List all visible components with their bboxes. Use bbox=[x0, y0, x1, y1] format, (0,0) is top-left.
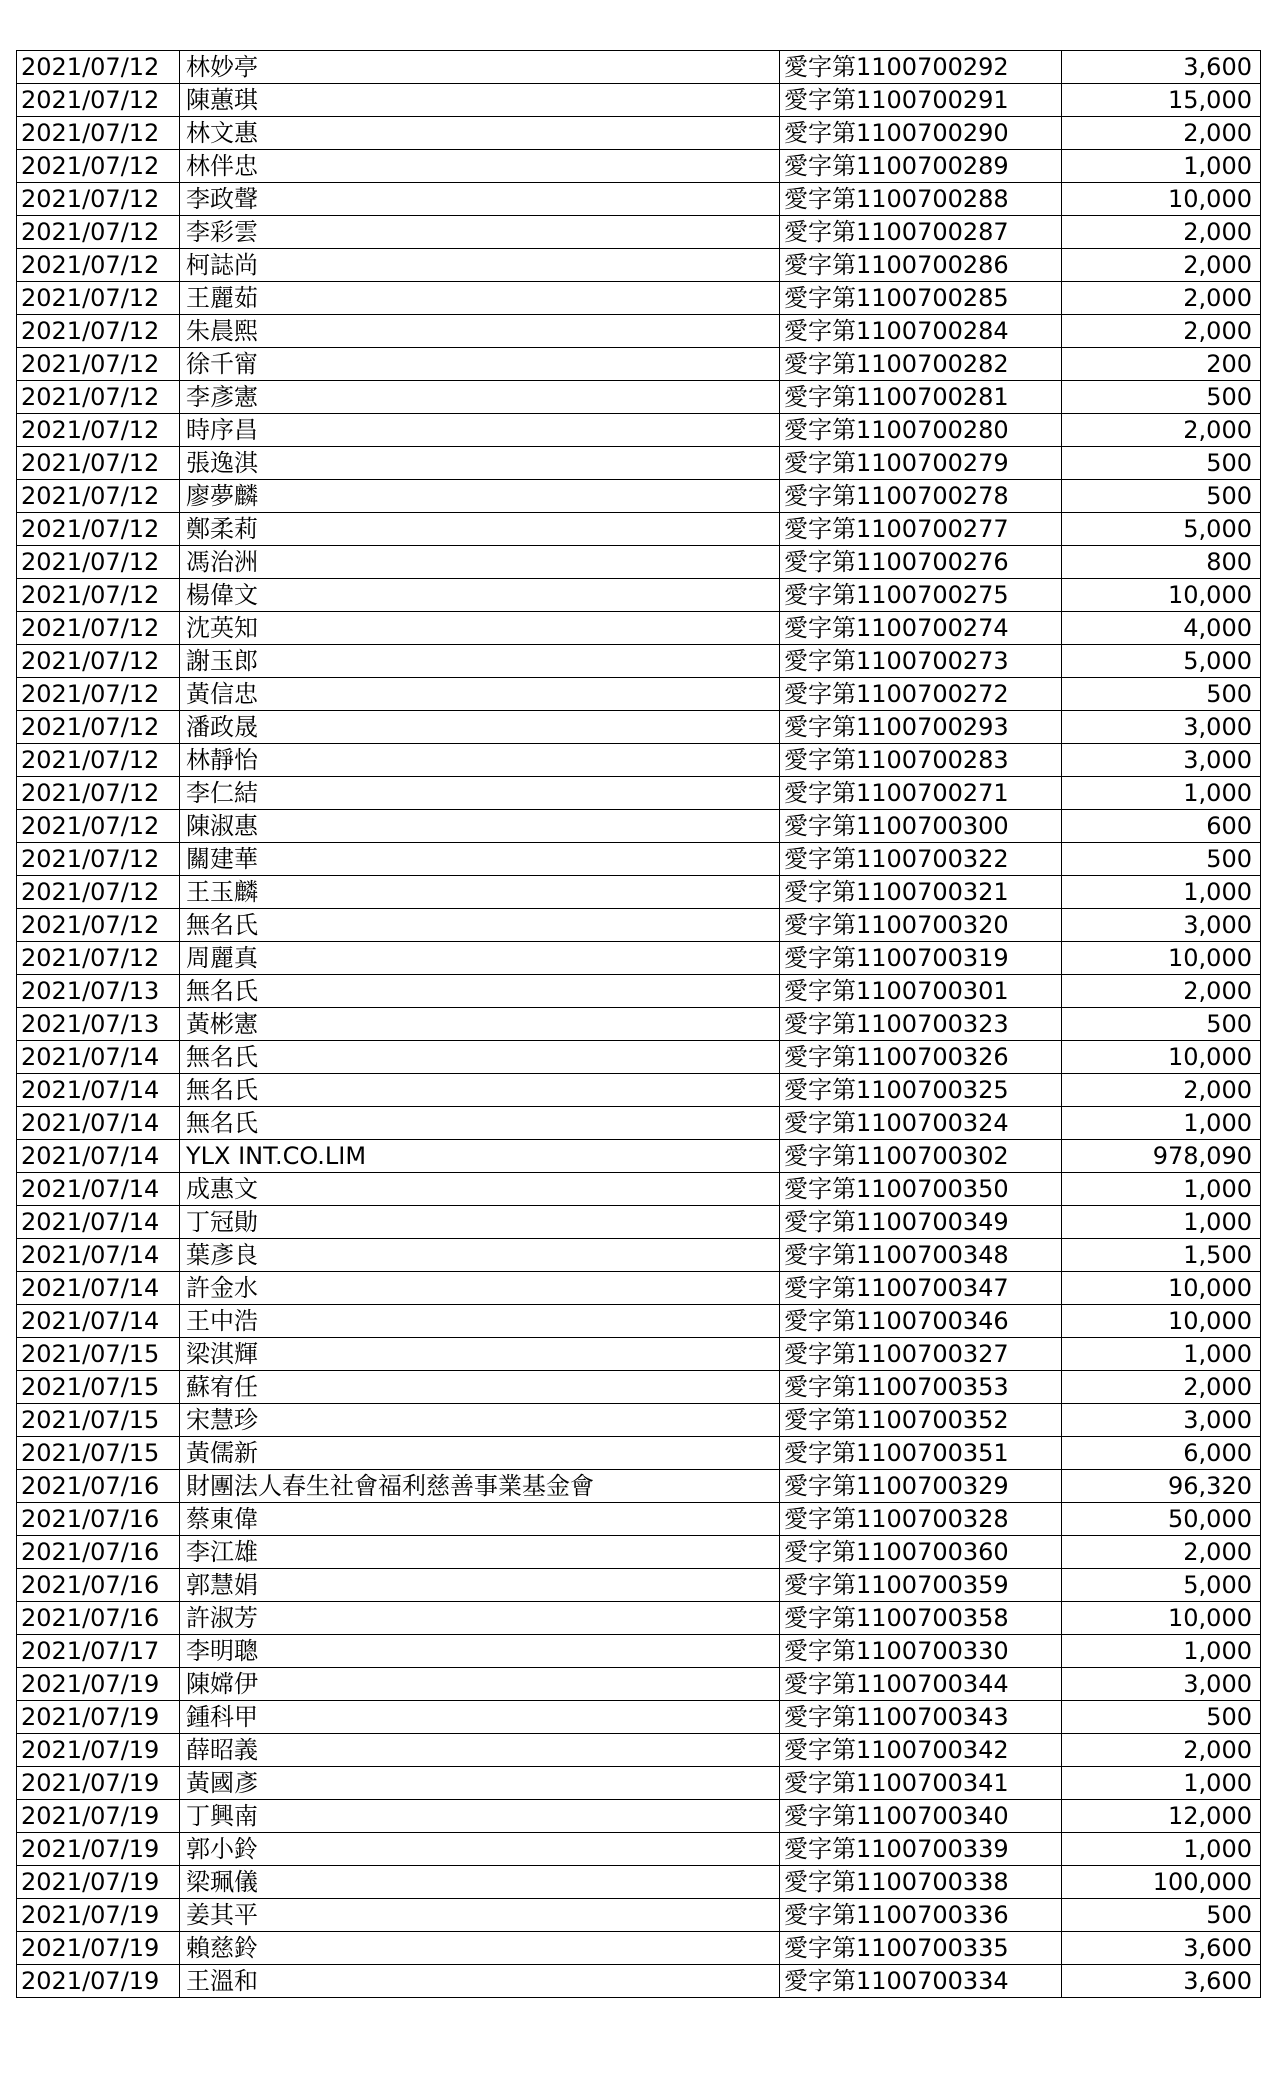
table-row bbox=[17, 546, 1261, 579]
donor-name-cell: 無名氏 bbox=[180, 1041, 780, 1074]
date-cell: 2021/07/14 bbox=[17, 1173, 180, 1206]
donor-name-cell: 李江雄 bbox=[180, 1536, 780, 1569]
donor-name-cell: 無名氏 bbox=[180, 909, 780, 942]
table-row bbox=[17, 1107, 1261, 1140]
receipt-number-cell: 愛字第1100700276 bbox=[780, 546, 1062, 579]
amount-cell: 500 bbox=[1062, 447, 1261, 480]
donor-name-cell: 許金水 bbox=[180, 1272, 780, 1305]
receipt-number-cell: 愛字第1100700327 bbox=[780, 1338, 1062, 1371]
date-cell: 2021/07/19 bbox=[17, 1866, 180, 1899]
table-row bbox=[17, 1470, 1261, 1503]
table-row bbox=[17, 150, 1261, 183]
donor-name-cell: 梁珮儀 bbox=[180, 1866, 780, 1899]
date-cell: 2021/07/15 bbox=[17, 1371, 180, 1404]
receipt-number-cell: 愛字第1100700321 bbox=[780, 876, 1062, 909]
date-cell: 2021/07/15 bbox=[17, 1437, 180, 1470]
donor-name-cell: 張逸淇 bbox=[180, 447, 780, 480]
table-row bbox=[17, 1503, 1261, 1536]
receipt-number-cell: 愛字第1100700338 bbox=[780, 1866, 1062, 1899]
date-cell: 2021/07/12 bbox=[17, 480, 180, 513]
amount-cell: 96,320 bbox=[1062, 1470, 1261, 1503]
date-cell: 2021/07/12 bbox=[17, 348, 180, 381]
donor-name-cell: 許淑芳 bbox=[180, 1602, 780, 1635]
date-cell: 2021/07/12 bbox=[17, 645, 180, 678]
date-cell: 2021/07/19 bbox=[17, 1932, 180, 1965]
donor-name-cell: 廖夢麟 bbox=[180, 480, 780, 513]
date-cell: 2021/07/14 bbox=[17, 1239, 180, 1272]
date-cell: 2021/07/12 bbox=[17, 546, 180, 579]
amount-cell: 2,000 bbox=[1062, 1074, 1261, 1107]
receipt-number-cell: 愛字第1100700328 bbox=[780, 1503, 1062, 1536]
table-row bbox=[17, 876, 1261, 909]
date-cell: 2021/07/19 bbox=[17, 1734, 180, 1767]
donor-name-cell: 潘政晟 bbox=[180, 711, 780, 744]
table-row bbox=[17, 1338, 1261, 1371]
table-row bbox=[17, 1140, 1261, 1173]
table-row bbox=[17, 1305, 1261, 1338]
donor-name-cell: 蘇宥任 bbox=[180, 1371, 780, 1404]
table-row bbox=[17, 216, 1261, 249]
amount-cell: 5,000 bbox=[1062, 513, 1261, 546]
donor-name-cell: 黃儒新 bbox=[180, 1437, 780, 1470]
amount-cell: 1,000 bbox=[1062, 777, 1261, 810]
date-cell: 2021/07/14 bbox=[17, 1305, 180, 1338]
amount-cell: 10,000 bbox=[1062, 1602, 1261, 1635]
amount-cell: 3,600 bbox=[1062, 51, 1261, 84]
date-cell: 2021/07/12 bbox=[17, 612, 180, 645]
amount-cell: 3,000 bbox=[1062, 1668, 1261, 1701]
date-cell: 2021/07/12 bbox=[17, 183, 180, 216]
amount-cell: 12,000 bbox=[1062, 1800, 1261, 1833]
amount-cell: 15,000 bbox=[1062, 84, 1261, 117]
receipt-number-cell: 愛字第1100700349 bbox=[780, 1206, 1062, 1239]
donor-name-cell: 柯誌尚 bbox=[180, 249, 780, 282]
amount-cell: 500 bbox=[1062, 1899, 1261, 1932]
table-row bbox=[17, 579, 1261, 612]
donor-name-cell: 財團法人春生社會福利慈善事業基金會 bbox=[180, 1470, 780, 1503]
donor-name-cell: 鄭柔莉 bbox=[180, 513, 780, 546]
amount-cell: 4,000 bbox=[1062, 612, 1261, 645]
receipt-number-cell: 愛字第1100700293 bbox=[780, 711, 1062, 744]
date-cell: 2021/07/16 bbox=[17, 1602, 180, 1635]
date-cell: 2021/07/12 bbox=[17, 513, 180, 546]
amount-cell: 500 bbox=[1062, 1008, 1261, 1041]
donor-name-cell: 徐千甯 bbox=[180, 348, 780, 381]
donor-name-cell: 周麗真 bbox=[180, 942, 780, 975]
receipt-number-cell: 愛字第1100700302 bbox=[780, 1140, 1062, 1173]
donor-name-cell: 林妙亭 bbox=[180, 51, 780, 84]
table-row bbox=[17, 711, 1261, 744]
donor-name-cell: 丁冠勛 bbox=[180, 1206, 780, 1239]
donor-name-cell: 王麗茹 bbox=[180, 282, 780, 315]
amount-cell: 1,000 bbox=[1062, 1107, 1261, 1140]
donor-name-cell: 王溫和 bbox=[180, 1965, 780, 1998]
table-row bbox=[17, 447, 1261, 480]
donor-name-cell: 郭慧娟 bbox=[180, 1569, 780, 1602]
amount-cell: 2,000 bbox=[1062, 414, 1261, 447]
table-row bbox=[17, 1272, 1261, 1305]
date-cell: 2021/07/16 bbox=[17, 1470, 180, 1503]
table-row bbox=[17, 1602, 1261, 1635]
donor-name-cell: 成惠文 bbox=[180, 1173, 780, 1206]
table-row bbox=[17, 1569, 1261, 1602]
donor-name-cell: 陳嫦伊 bbox=[180, 1668, 780, 1701]
receipt-number-cell: 愛字第1100700286 bbox=[780, 249, 1062, 282]
receipt-number-cell: 愛字第1100700329 bbox=[780, 1470, 1062, 1503]
amount-cell: 10,000 bbox=[1062, 183, 1261, 216]
table-row bbox=[17, 480, 1261, 513]
amount-cell: 5,000 bbox=[1062, 645, 1261, 678]
date-cell: 2021/07/14 bbox=[17, 1140, 180, 1173]
amount-cell: 10,000 bbox=[1062, 1305, 1261, 1338]
amount-cell: 3,000 bbox=[1062, 744, 1261, 777]
table-row bbox=[17, 51, 1261, 84]
date-cell: 2021/07/19 bbox=[17, 1767, 180, 1800]
table-row bbox=[17, 348, 1261, 381]
receipt-number-cell: 愛字第1100700288 bbox=[780, 183, 1062, 216]
donor-name-cell: 林伴忠 bbox=[180, 150, 780, 183]
receipt-number-cell: 愛字第1100700350 bbox=[780, 1173, 1062, 1206]
receipt-number-cell: 愛字第1100700272 bbox=[780, 678, 1062, 711]
table-row bbox=[17, 909, 1261, 942]
date-cell: 2021/07/12 bbox=[17, 249, 180, 282]
table-row bbox=[17, 744, 1261, 777]
receipt-number-cell: 愛字第1100700339 bbox=[780, 1833, 1062, 1866]
table-row bbox=[17, 975, 1261, 1008]
receipt-number-cell: 愛字第1100700319 bbox=[780, 942, 1062, 975]
amount-cell: 1,000 bbox=[1062, 1767, 1261, 1800]
date-cell: 2021/07/12 bbox=[17, 315, 180, 348]
date-cell: 2021/07/12 bbox=[17, 150, 180, 183]
amount-cell: 500 bbox=[1062, 843, 1261, 876]
table-row bbox=[17, 1008, 1261, 1041]
table-row bbox=[17, 1206, 1261, 1239]
date-cell: 2021/07/19 bbox=[17, 1800, 180, 1833]
donor-name-cell: 關建華 bbox=[180, 843, 780, 876]
table-row bbox=[17, 1404, 1261, 1437]
receipt-number-cell: 愛字第1100700274 bbox=[780, 612, 1062, 645]
table-row bbox=[17, 282, 1261, 315]
table-row bbox=[17, 1635, 1261, 1668]
receipt-number-cell: 愛字第1100700326 bbox=[780, 1041, 1062, 1074]
receipt-number-cell: 愛字第1100700283 bbox=[780, 744, 1062, 777]
donor-name-cell: 謝玉郎 bbox=[180, 645, 780, 678]
receipt-number-cell: 愛字第1100700323 bbox=[780, 1008, 1062, 1041]
table-row bbox=[17, 414, 1261, 447]
table-row bbox=[17, 1767, 1261, 1800]
date-cell: 2021/07/19 bbox=[17, 1833, 180, 1866]
table-row bbox=[17, 612, 1261, 645]
table-row bbox=[17, 381, 1261, 414]
table-row bbox=[17, 1932, 1261, 1965]
amount-cell: 2,000 bbox=[1062, 1371, 1261, 1404]
donor-name-cell: 陳蕙琪 bbox=[180, 84, 780, 117]
table-row bbox=[17, 1074, 1261, 1107]
amount-cell: 1,000 bbox=[1062, 150, 1261, 183]
table-row bbox=[17, 843, 1261, 876]
table-row bbox=[17, 1866, 1261, 1899]
date-cell: 2021/07/12 bbox=[17, 744, 180, 777]
date-cell: 2021/07/17 bbox=[17, 1635, 180, 1668]
receipt-number-cell: 愛字第1100700322 bbox=[780, 843, 1062, 876]
table-row bbox=[17, 1899, 1261, 1932]
receipt-number-cell: 愛字第1100700287 bbox=[780, 216, 1062, 249]
donor-name-cell: YLX INT.CO.LIM bbox=[180, 1140, 780, 1173]
table-row bbox=[17, 1800, 1261, 1833]
donor-name-cell: 姜其平 bbox=[180, 1899, 780, 1932]
amount-cell: 800 bbox=[1062, 546, 1261, 579]
receipt-number-cell: 愛字第1100700279 bbox=[780, 447, 1062, 480]
receipt-number-cell: 愛字第1100700301 bbox=[780, 975, 1062, 1008]
amount-cell: 600 bbox=[1062, 810, 1261, 843]
donor-name-cell: 蔡東偉 bbox=[180, 1503, 780, 1536]
receipt-number-cell: 愛字第1100700359 bbox=[780, 1569, 1062, 1602]
amount-cell: 3,000 bbox=[1062, 711, 1261, 744]
date-cell: 2021/07/14 bbox=[17, 1272, 180, 1305]
receipt-number-cell: 愛字第1100700342 bbox=[780, 1734, 1062, 1767]
donor-name-cell: 黃國彥 bbox=[180, 1767, 780, 1800]
donation-table bbox=[16, 50, 1261, 1998]
donor-name-cell: 李政聲 bbox=[180, 183, 780, 216]
amount-cell: 500 bbox=[1062, 381, 1261, 414]
table-row bbox=[17, 942, 1261, 975]
amount-cell: 5,000 bbox=[1062, 1569, 1261, 1602]
date-cell: 2021/07/12 bbox=[17, 381, 180, 414]
donor-name-cell: 黃信忠 bbox=[180, 678, 780, 711]
date-cell: 2021/07/12 bbox=[17, 282, 180, 315]
receipt-number-cell: 愛字第1100700277 bbox=[780, 513, 1062, 546]
amount-cell: 1,500 bbox=[1062, 1239, 1261, 1272]
donor-name-cell: 王中浩 bbox=[180, 1305, 780, 1338]
receipt-number-cell: 愛字第1100700284 bbox=[780, 315, 1062, 348]
amount-cell: 6,000 bbox=[1062, 1437, 1261, 1470]
table-row bbox=[17, 1536, 1261, 1569]
date-cell: 2021/07/12 bbox=[17, 876, 180, 909]
table-row bbox=[17, 1041, 1261, 1074]
receipt-number-cell: 愛字第1100700289 bbox=[780, 150, 1062, 183]
receipt-number-cell: 愛字第1100700353 bbox=[780, 1371, 1062, 1404]
receipt-number-cell: 愛字第1100700324 bbox=[780, 1107, 1062, 1140]
date-cell: 2021/07/12 bbox=[17, 579, 180, 612]
date-cell: 2021/07/19 bbox=[17, 1965, 180, 1998]
receipt-number-cell: 愛字第1100700271 bbox=[780, 777, 1062, 810]
table-row bbox=[17, 513, 1261, 546]
donor-name-cell: 陳淑惠 bbox=[180, 810, 780, 843]
amount-cell: 50,000 bbox=[1062, 1503, 1261, 1536]
date-cell: 2021/07/12 bbox=[17, 843, 180, 876]
table-row bbox=[17, 678, 1261, 711]
amount-cell: 2,000 bbox=[1062, 117, 1261, 150]
amount-cell: 100,000 bbox=[1062, 1866, 1261, 1899]
donor-name-cell: 薛昭義 bbox=[180, 1734, 780, 1767]
table-row bbox=[17, 645, 1261, 678]
date-cell: 2021/07/12 bbox=[17, 84, 180, 117]
amount-cell: 3,600 bbox=[1062, 1965, 1261, 1998]
amount-cell: 1,000 bbox=[1062, 1206, 1261, 1239]
receipt-number-cell: 愛字第1100700280 bbox=[780, 414, 1062, 447]
donor-name-cell: 李彩雲 bbox=[180, 216, 780, 249]
donor-name-cell: 王玉麟 bbox=[180, 876, 780, 909]
receipt-number-cell: 愛字第1100700343 bbox=[780, 1701, 1062, 1734]
amount-cell: 10,000 bbox=[1062, 1041, 1261, 1074]
date-cell: 2021/07/16 bbox=[17, 1503, 180, 1536]
donor-name-cell: 梁淇輝 bbox=[180, 1338, 780, 1371]
receipt-number-cell: 愛字第1100700348 bbox=[780, 1239, 1062, 1272]
amount-cell: 10,000 bbox=[1062, 942, 1261, 975]
amount-cell: 978,090 bbox=[1062, 1140, 1261, 1173]
receipt-number-cell: 愛字第1100700320 bbox=[780, 909, 1062, 942]
donor-name-cell: 黃彬憲 bbox=[180, 1008, 780, 1041]
table-row bbox=[17, 810, 1261, 843]
amount-cell: 500 bbox=[1062, 1701, 1261, 1734]
receipt-number-cell: 愛字第1100700278 bbox=[780, 480, 1062, 513]
donor-name-cell: 宋慧珍 bbox=[180, 1404, 780, 1437]
receipt-number-cell: 愛字第1100700273 bbox=[780, 645, 1062, 678]
table-row bbox=[17, 1734, 1261, 1767]
donor-name-cell: 無名氏 bbox=[180, 1107, 780, 1140]
amount-cell: 1,000 bbox=[1062, 1173, 1261, 1206]
amount-cell: 2,000 bbox=[1062, 282, 1261, 315]
table-row bbox=[17, 1173, 1261, 1206]
date-cell: 2021/07/16 bbox=[17, 1536, 180, 1569]
date-cell: 2021/07/12 bbox=[17, 711, 180, 744]
amount-cell: 1,000 bbox=[1062, 1833, 1261, 1866]
amount-cell: 2,000 bbox=[1062, 249, 1261, 282]
donor-name-cell: 鍾科甲 bbox=[180, 1701, 780, 1734]
donor-name-cell: 時序昌 bbox=[180, 414, 780, 447]
donor-name-cell: 李明聰 bbox=[180, 1635, 780, 1668]
date-cell: 2021/07/13 bbox=[17, 975, 180, 1008]
date-cell: 2021/07/13 bbox=[17, 1008, 180, 1041]
receipt-number-cell: 愛字第1100700352 bbox=[780, 1404, 1062, 1437]
date-cell: 2021/07/16 bbox=[17, 1569, 180, 1602]
date-cell: 2021/07/12 bbox=[17, 447, 180, 480]
receipt-number-cell: 愛字第1100700334 bbox=[780, 1965, 1062, 1998]
donor-name-cell: 沈英知 bbox=[180, 612, 780, 645]
date-cell: 2021/07/12 bbox=[17, 51, 180, 84]
receipt-number-cell: 愛字第1100700336 bbox=[780, 1899, 1062, 1932]
amount-cell: 10,000 bbox=[1062, 1272, 1261, 1305]
table-row bbox=[17, 117, 1261, 150]
donor-name-cell: 郭小鈴 bbox=[180, 1833, 780, 1866]
date-cell: 2021/07/12 bbox=[17, 414, 180, 447]
amount-cell: 2,000 bbox=[1062, 1734, 1261, 1767]
amount-cell: 1,000 bbox=[1062, 1635, 1261, 1668]
amount-cell: 10,000 bbox=[1062, 579, 1261, 612]
amount-cell: 3,000 bbox=[1062, 909, 1261, 942]
donor-name-cell: 李仁結 bbox=[180, 777, 780, 810]
table-row bbox=[17, 183, 1261, 216]
donor-name-cell: 林靜怡 bbox=[180, 744, 780, 777]
receipt-number-cell: 愛字第1100700290 bbox=[780, 117, 1062, 150]
amount-cell: 3,600 bbox=[1062, 1932, 1261, 1965]
receipt-number-cell: 愛字第1100700325 bbox=[780, 1074, 1062, 1107]
date-cell: 2021/07/14 bbox=[17, 1107, 180, 1140]
donor-name-cell: 賴慈鈴 bbox=[180, 1932, 780, 1965]
date-cell: 2021/07/15 bbox=[17, 1404, 180, 1437]
date-cell: 2021/07/12 bbox=[17, 909, 180, 942]
table-row bbox=[17, 1239, 1261, 1272]
donor-name-cell: 林文惠 bbox=[180, 117, 780, 150]
date-cell: 2021/07/12 bbox=[17, 678, 180, 711]
amount-cell: 200 bbox=[1062, 348, 1261, 381]
receipt-number-cell: 愛字第1100700341 bbox=[780, 1767, 1062, 1800]
receipt-number-cell: 愛字第1100700281 bbox=[780, 381, 1062, 414]
date-cell: 2021/07/12 bbox=[17, 777, 180, 810]
amount-cell: 3,000 bbox=[1062, 1404, 1261, 1437]
date-cell: 2021/07/14 bbox=[17, 1041, 180, 1074]
date-cell: 2021/07/12 bbox=[17, 117, 180, 150]
table-row bbox=[17, 1371, 1261, 1404]
donor-name-cell: 楊偉文 bbox=[180, 579, 780, 612]
table-row bbox=[17, 1437, 1261, 1470]
date-cell: 2021/07/19 bbox=[17, 1668, 180, 1701]
donor-name-cell: 朱晨熙 bbox=[180, 315, 780, 348]
receipt-number-cell: 愛字第1100700300 bbox=[780, 810, 1062, 843]
table-row bbox=[17, 1701, 1261, 1734]
date-cell: 2021/07/14 bbox=[17, 1206, 180, 1239]
donation-table-body bbox=[17, 51, 1261, 1998]
amount-cell: 2,000 bbox=[1062, 315, 1261, 348]
date-cell: 2021/07/12 bbox=[17, 810, 180, 843]
receipt-number-cell: 愛字第1100700330 bbox=[780, 1635, 1062, 1668]
date-cell: 2021/07/12 bbox=[17, 942, 180, 975]
table-row bbox=[17, 1965, 1261, 1998]
date-cell: 2021/07/19 bbox=[17, 1701, 180, 1734]
donor-name-cell: 無名氏 bbox=[180, 1074, 780, 1107]
donor-name-cell: 丁興南 bbox=[180, 1800, 780, 1833]
receipt-number-cell: 愛字第1100700358 bbox=[780, 1602, 1062, 1635]
donor-name-cell: 無名氏 bbox=[180, 975, 780, 1008]
receipt-number-cell: 愛字第1100700346 bbox=[780, 1305, 1062, 1338]
donor-name-cell: 葉彥良 bbox=[180, 1239, 780, 1272]
donor-name-cell: 馮治洲 bbox=[180, 546, 780, 579]
receipt-number-cell: 愛字第1100700292 bbox=[780, 51, 1062, 84]
table-row bbox=[17, 1833, 1261, 1866]
receipt-number-cell: 愛字第1100700344 bbox=[780, 1668, 1062, 1701]
receipt-number-cell: 愛字第1100700285 bbox=[780, 282, 1062, 315]
receipt-number-cell: 愛字第1100700340 bbox=[780, 1800, 1062, 1833]
donor-name-cell: 李彥憲 bbox=[180, 381, 780, 414]
receipt-number-cell: 愛字第1100700335 bbox=[780, 1932, 1062, 1965]
receipt-number-cell: 愛字第1100700360 bbox=[780, 1536, 1062, 1569]
table-row bbox=[17, 84, 1261, 117]
amount-cell: 500 bbox=[1062, 480, 1261, 513]
date-cell: 2021/07/19 bbox=[17, 1899, 180, 1932]
date-cell: 2021/07/14 bbox=[17, 1074, 180, 1107]
receipt-number-cell: 愛字第1100700282 bbox=[780, 348, 1062, 381]
table-row bbox=[17, 777, 1261, 810]
amount-cell: 2,000 bbox=[1062, 975, 1261, 1008]
table-row bbox=[17, 1668, 1261, 1701]
date-cell: 2021/07/15 bbox=[17, 1338, 180, 1371]
table-row bbox=[17, 315, 1261, 348]
amount-cell: 2,000 bbox=[1062, 216, 1261, 249]
amount-cell: 500 bbox=[1062, 678, 1261, 711]
amount-cell: 2,000 bbox=[1062, 1536, 1261, 1569]
date-cell: 2021/07/12 bbox=[17, 216, 180, 249]
receipt-number-cell: 愛字第1100700291 bbox=[780, 84, 1062, 117]
receipt-number-cell: 愛字第1100700347 bbox=[780, 1272, 1062, 1305]
table-row bbox=[17, 249, 1261, 282]
receipt-number-cell: 愛字第1100700351 bbox=[780, 1437, 1062, 1470]
receipt-number-cell: 愛字第1100700275 bbox=[780, 579, 1062, 612]
amount-cell: 1,000 bbox=[1062, 1338, 1261, 1371]
amount-cell: 1,000 bbox=[1062, 876, 1261, 909]
